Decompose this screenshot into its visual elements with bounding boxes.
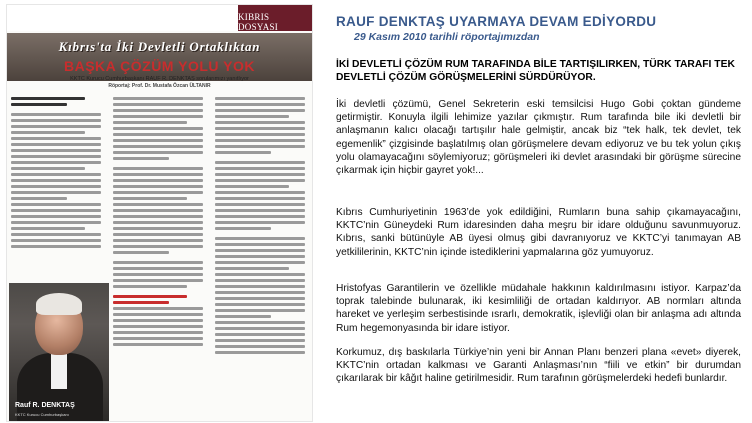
magazine-column-2 [113, 97, 203, 349]
magazine-interviewer: Röportaj: Prof. Dr. Mustafa Özcan ÜLTANIR [108, 83, 211, 89]
article-paragraph-1: İki devletli çözümü, Genel Sekreterin eski temsilcisi Hugo Gobi çoktan gündeme getirmiştir. Konuyla ilgili lehimize yazılar çıkmıştır. Rum tarafında bile iki devletli bir anlaşmanın kalıcı olacağı tartışılır hale gelmiştir, ancak biz “tek halk, tek devlet, tek egemenlik” çizgisinde başlatılmış olan görüşmelere devam ediyoruz ve bu tek yolun çıkış yolu olamayacağını söylemiyoruz; görüşmeleri iki devlet arasındaki bir görüşme sürecine çıkarmak için hiçbir gayret yok!... [336, 99, 741, 177]
magazine-page-image [6, 4, 313, 422]
article-paragraph-4: Korkumuz, dış baskılarla Türkiye’nin yeni bir Annan Planı benzeri plana «evet» diyerek, KKTC’nin ortadan kalkması ve Garanti Anlaşması’nın “fiili ve etkin” bir durumdan çıkarılarak bir kâğıt haline getirilmesidir. Rum tarafının görüşmelerdeki hedefi bunlardır. [336, 347, 741, 385]
magazine-heading: BAŞKA ÇÖZÜM YOLU YOK [64, 58, 255, 74]
section-label-box [238, 5, 312, 31]
article-lead: İKİ DEVLETLİ ÇÖZÜM RUM TARAFINDA BİLE TARTIŞILIRKEN, TÜRK TARAFI TEK DEVLETLİ ÇÖZÜM GÖRÜŞMELERİNİ SÜRDÜRÜYOR. [336, 59, 735, 83]
article-paragraph-2: Kıbrıs Cumhuriyetinin 1963’de yok edildiğini, Rumların buna sahip çıkamayacağını, KKTC’nin Güneydeki Rum idaresinden daha meşru bir idare olduğunu savunmuyoruz. Kıbrıs, sanki bütünüyle AB üyesi olmuş gibi davranıyoruz ve KKTC’yi tanımayan AB yetkililerinin, KKTC’nin içinde istediklerini yapmalarına göz yumuyoruz. [336, 207, 741, 258]
magazine-top-bar [7, 5, 312, 31]
photo-caption-role: KKTC Kurucu Cumhurbaşkanı [15, 412, 69, 417]
magazine-column-3 [215, 97, 305, 357]
photo-caption-name: Rauf R. DENKTAŞ [15, 402, 75, 409]
banner-title: Kıbrıs'ta İki Devletli Ortaklıktan [58, 39, 261, 54]
magazine-subheading: KKTC Kurucu Cumhurbaşkanı RAUF R. DENKTAŞ sorularımızı yanıtlıyor [70, 76, 249, 82]
article-title: RAUF DENKTAŞ UYARMAYA DEVAM EDİYORDU [336, 14, 657, 29]
article-subtitle: 29 Kasım 2010 tarihli röportajımızdan [354, 31, 540, 43]
article-paragraph-3: Hristofyas Garantilerin ve özellikle müdahale hakkının kaldırılmasını istiyor. Karpaz’da toprak talebinde bulunarak, iki kesimliliği de ortadan kaldırıyor. AB normları altında hareket ve yerleşim serbestisinde ısrarlı, demokratik, işlevliği olan bir anlaşma adı altında Rum hegemonyasında bir idare istiyor. [336, 283, 741, 334]
portrait-photo [9, 283, 109, 421]
magazine-column-1 [11, 97, 101, 251]
section-label: KIBRIS DOSYASI [238, 12, 279, 32]
